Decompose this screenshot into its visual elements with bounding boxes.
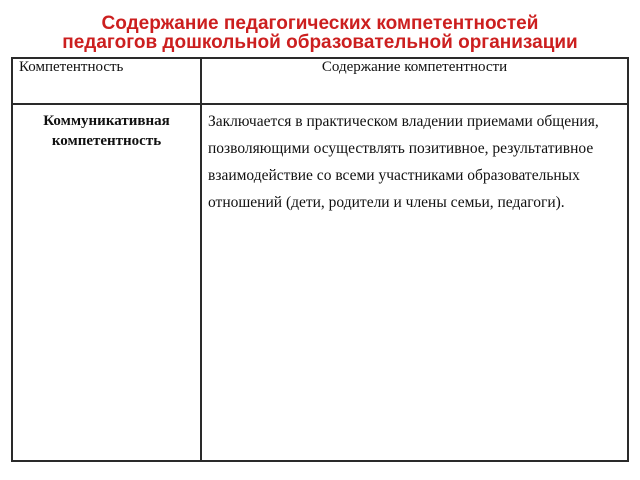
column-header-content: Содержание компетентности (201, 58, 628, 104)
table-row (12, 104, 628, 461)
page-title (0, 14, 640, 52)
column-header-competence: Компетентность (12, 58, 201, 104)
competence-table (11, 57, 629, 462)
page-title-line-2: педагогов дошкольной образовательной организации (62, 32, 578, 53)
competence-name-cell: Коммуникативная компетентность (12, 104, 201, 461)
competence-content-cell: Заключается в практическом владении приемами общения, позволяющими осуществлять позитивное, результативное взаимодействие со всеми участниками образовательных отношений (дети, родители и члены семьи, педагоги). (201, 104, 628, 461)
page-title-line-1: Содержание педагогических компетентностей (101, 13, 539, 34)
table-header-row (12, 58, 628, 104)
